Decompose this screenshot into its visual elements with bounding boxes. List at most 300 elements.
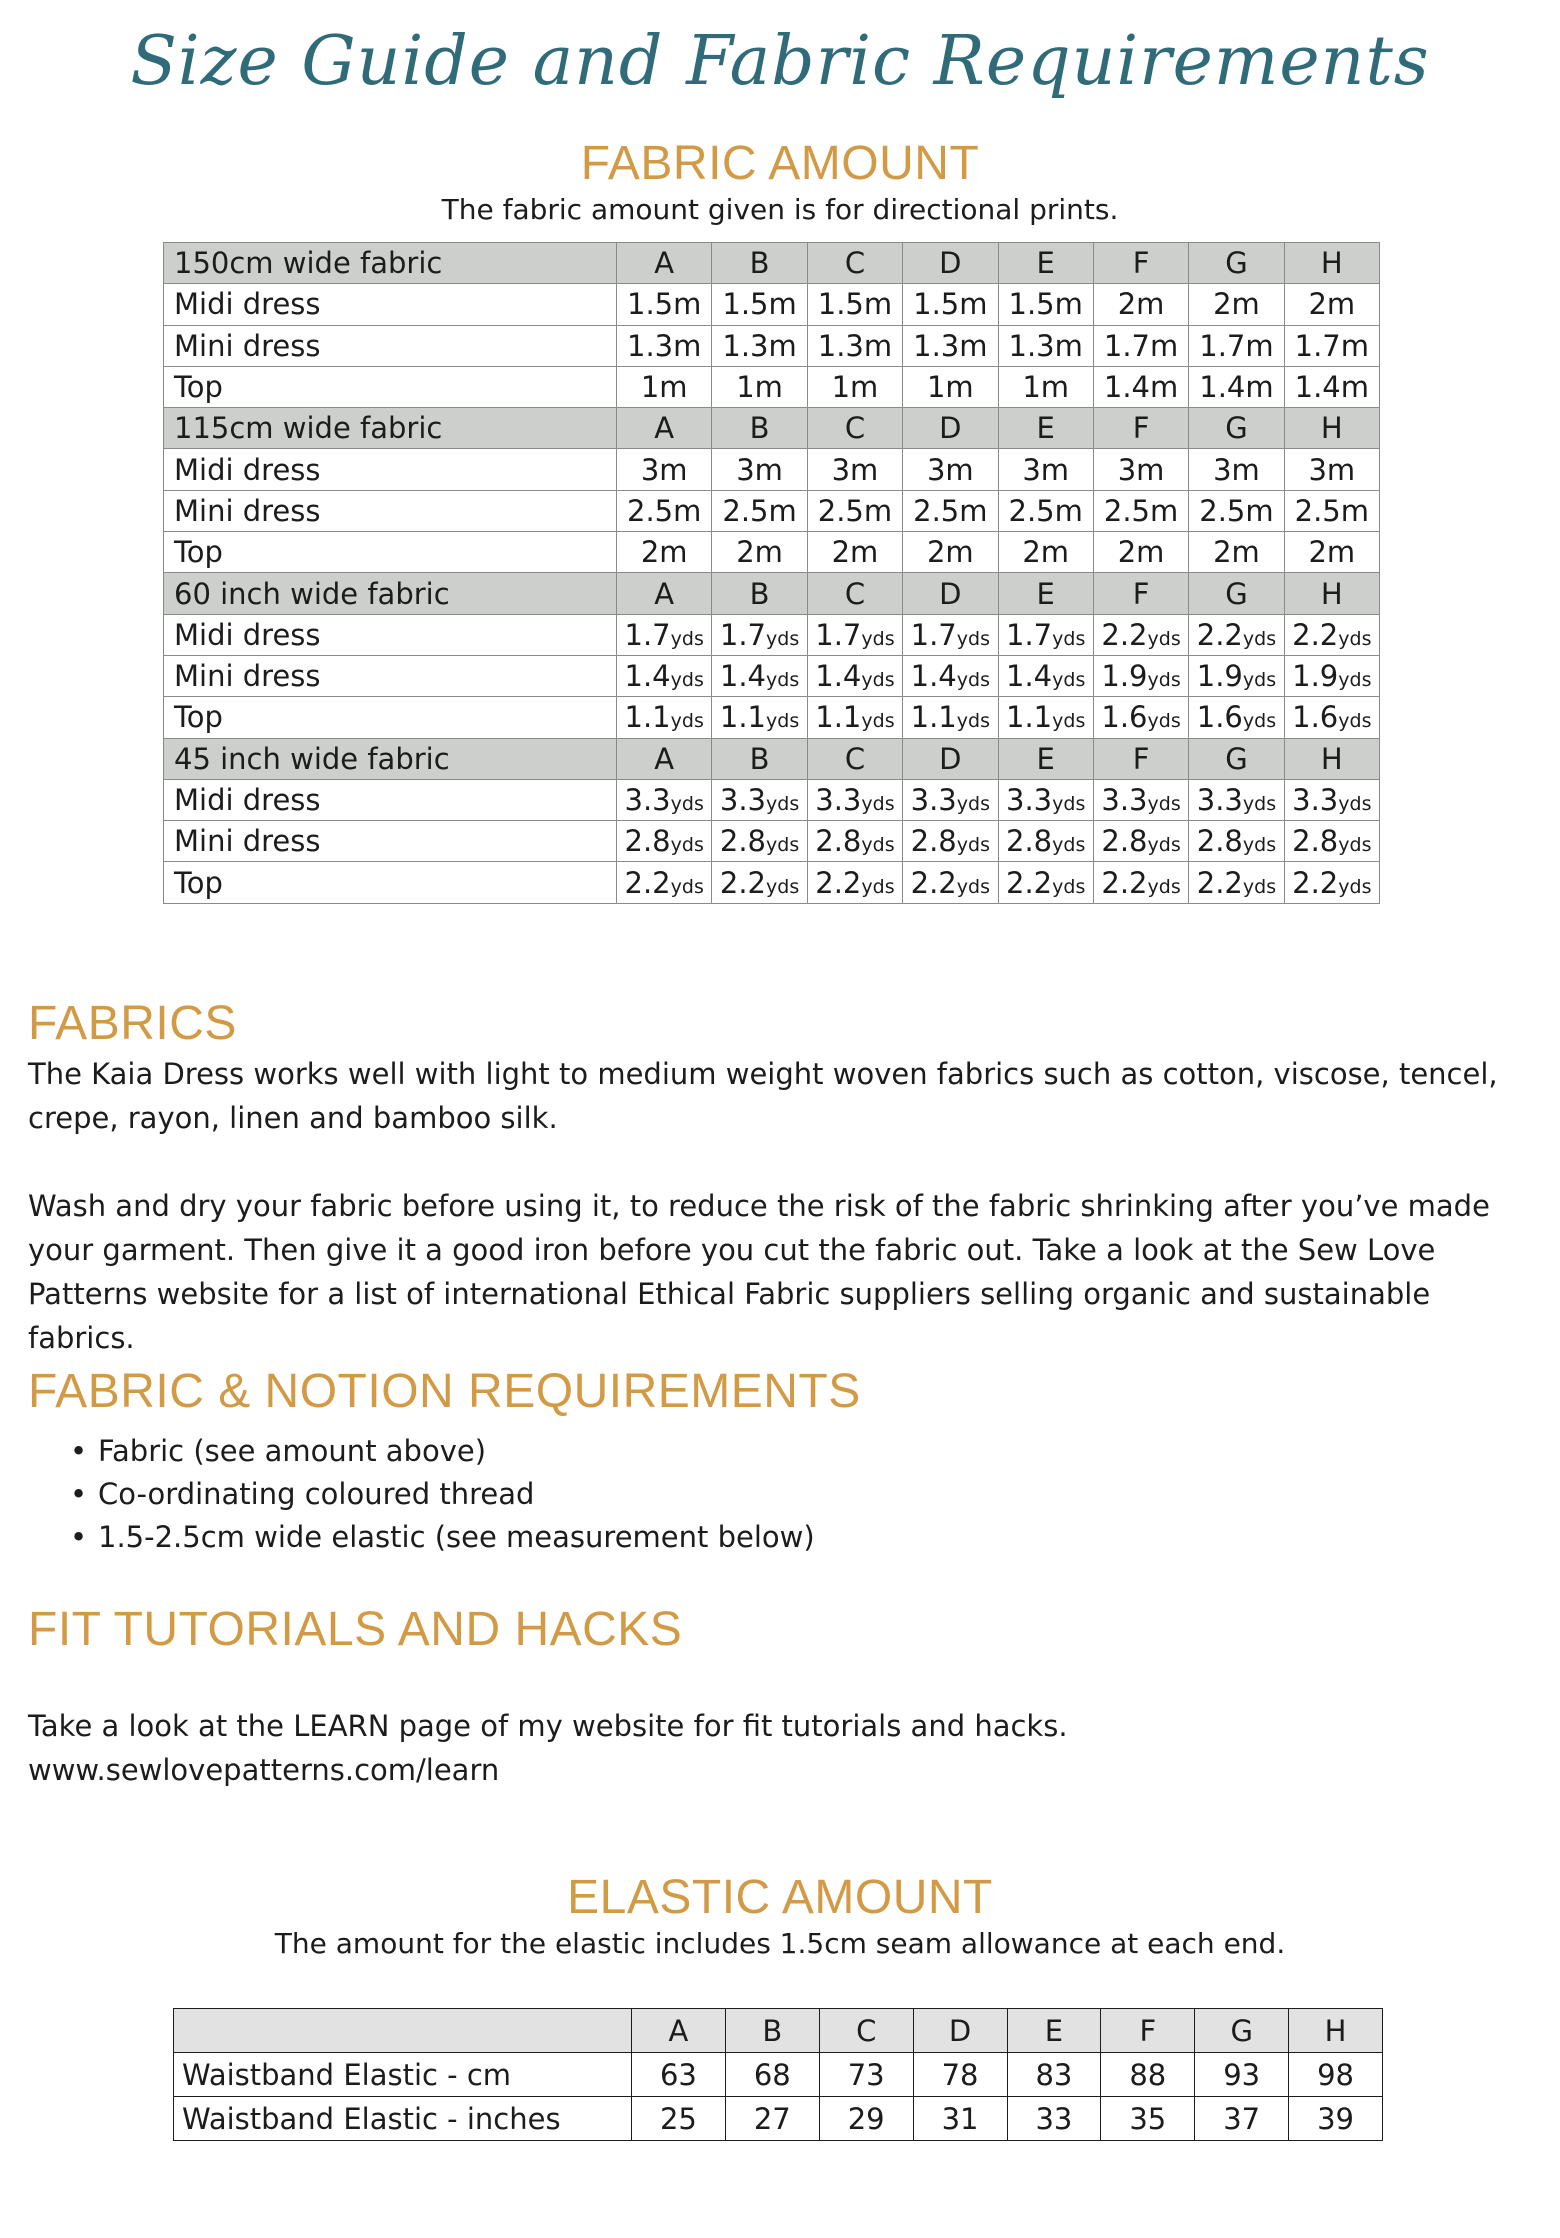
cell-value: 1.4m bbox=[1294, 370, 1369, 405]
table-cell bbox=[617, 532, 712, 573]
cell-value: 1.9 bbox=[1196, 659, 1243, 694]
cell-unit: yds bbox=[766, 669, 800, 692]
cell-value: 1m bbox=[736, 370, 783, 405]
cell-value: 3.3 bbox=[1196, 783, 1243, 817]
table-cell bbox=[903, 862, 998, 903]
cell-value: 2.8 bbox=[1006, 824, 1053, 859]
cell-value: 2.2 bbox=[624, 865, 671, 900]
cell-value: 1.4 bbox=[815, 659, 862, 694]
cell-value: 1.4m bbox=[1103, 370, 1179, 405]
garment-label: Mini dress bbox=[164, 821, 617, 862]
size-header: G bbox=[1189, 408, 1284, 449]
table-cell bbox=[1189, 614, 1284, 655]
cell-value: 1.3m bbox=[722, 328, 797, 363]
table-cell bbox=[998, 490, 1093, 531]
bullet: • bbox=[70, 1434, 88, 1468]
cell-value: 3m bbox=[1022, 452, 1070, 487]
size-header: H bbox=[1284, 408, 1379, 449]
cell-value: 2.5m bbox=[1103, 493, 1179, 528]
table-cell bbox=[1284, 655, 1379, 696]
requirements-heading: FABRIC & NOTION REQUIREMENTS bbox=[28, 1365, 861, 1418]
table-cell bbox=[1284, 862, 1379, 903]
table-cell bbox=[1284, 490, 1379, 531]
garment-label: Mini dress bbox=[164, 655, 617, 696]
size-header: C bbox=[807, 243, 902, 284]
size-header: E bbox=[998, 738, 1093, 779]
cell-value: 2.5m bbox=[1294, 493, 1369, 528]
size-header: F bbox=[1101, 2009, 1195, 2053]
table-cell bbox=[998, 821, 1093, 862]
size-header: H bbox=[1284, 573, 1379, 614]
size-header: F bbox=[1093, 243, 1188, 284]
cell-value: 3.3 bbox=[910, 783, 957, 817]
table-row bbox=[164, 449, 1380, 490]
table-cell bbox=[1189, 532, 1284, 573]
cell-unit: yds bbox=[1338, 875, 1372, 898]
cell-value: 3m bbox=[736, 452, 783, 487]
table-cell bbox=[807, 325, 902, 366]
cell-value: 2m bbox=[1308, 535, 1356, 570]
cell-value: 1.3m bbox=[1008, 328, 1083, 363]
cell-unit: yds bbox=[670, 834, 704, 857]
fabric-width-label: 60 inch wide fabric bbox=[164, 573, 617, 614]
table-cell bbox=[1189, 779, 1284, 820]
size-header: F bbox=[1093, 738, 1188, 779]
table-cell bbox=[712, 862, 807, 903]
table-cell bbox=[1093, 779, 1188, 820]
garment-label: Top bbox=[164, 697, 617, 738]
size-header: A bbox=[617, 408, 712, 449]
table-cell bbox=[1284, 449, 1379, 490]
table-cell bbox=[998, 655, 1093, 696]
table-cell bbox=[903, 490, 998, 531]
cell-value: 1.7 bbox=[815, 617, 862, 652]
cell-unit: yds bbox=[861, 627, 895, 650]
fabric-width-label: 150cm wide fabric bbox=[164, 243, 617, 284]
table-header-row bbox=[174, 2009, 1383, 2053]
cell-unit: yds bbox=[1052, 669, 1086, 692]
cell-value: 1.1 bbox=[624, 700, 671, 735]
cell-unit: yds bbox=[1338, 834, 1372, 857]
table-cell bbox=[712, 821, 807, 862]
table-cell: 35 bbox=[1101, 2097, 1195, 2141]
table-cell bbox=[617, 325, 712, 366]
table-cell bbox=[903, 284, 998, 325]
cell-unit: yds bbox=[1242, 627, 1277, 650]
table-cell bbox=[1189, 490, 1284, 531]
cell-value: 1.7m bbox=[1294, 328, 1369, 363]
cell-unit: yds bbox=[956, 627, 990, 650]
fabrics-paragraph-2: Wash and dry your fabric before using it, to reduce the risk of the fabric shrinking after you’ve made your garment. Then give it a good iron before you cut the fabric out. Take a look at the Sew Love Patterns website for a list of international Ethical Fabric suppliers selling organic and sustainable fabrics. bbox=[28, 1189, 1490, 1355]
cell-value: 1.5m bbox=[627, 287, 702, 322]
cell-unit: yds bbox=[1147, 710, 1181, 733]
table-row bbox=[164, 490, 1380, 531]
bullet: • bbox=[70, 1520, 88, 1554]
table-cell bbox=[1093, 284, 1188, 325]
cell-unit: yds bbox=[956, 875, 990, 898]
garment-label: Mini dress bbox=[164, 325, 617, 366]
table-cell bbox=[1093, 366, 1188, 407]
size-header: D bbox=[903, 408, 998, 449]
cell-value: 1.1 bbox=[910, 700, 957, 735]
cell-unit: yds bbox=[766, 834, 800, 857]
table-cell bbox=[1093, 655, 1188, 696]
table-row bbox=[164, 862, 1380, 903]
table-cell bbox=[1189, 862, 1284, 903]
cell-unit: yds bbox=[1147, 627, 1181, 650]
cell-value: 1.9 bbox=[1101, 659, 1148, 694]
fit-heading: FIT TUTORIALS AND HACKS bbox=[28, 1603, 683, 1656]
size-header: E bbox=[1007, 2009, 1101, 2053]
cell-unit: yds bbox=[1338, 669, 1372, 692]
table-cell: 37 bbox=[1195, 2097, 1289, 2141]
fabrics-text bbox=[28, 1052, 1528, 1360]
cell-value: 3m bbox=[1117, 452, 1165, 487]
size-header: G bbox=[1189, 738, 1284, 779]
cell-value: 1.1 bbox=[815, 700, 862, 735]
cell-unit: yds bbox=[670, 875, 704, 898]
cell-value: 2.2 bbox=[1006, 865, 1053, 900]
garment-label: Midi dress bbox=[164, 449, 617, 490]
size-header: E bbox=[998, 573, 1093, 614]
table-cell bbox=[1189, 449, 1284, 490]
table-cell bbox=[998, 325, 1093, 366]
cell-value: 1m bbox=[640, 370, 688, 405]
table-cell bbox=[1284, 697, 1379, 738]
cell-value: 2.8 bbox=[1101, 824, 1148, 859]
cell-value: 2.8 bbox=[1196, 824, 1243, 859]
cell-value: 1.1 bbox=[719, 700, 767, 735]
cell-value: 3m bbox=[1308, 452, 1356, 487]
table-cell bbox=[1093, 697, 1188, 738]
table-row bbox=[164, 532, 1380, 573]
table-cell: 78 bbox=[913, 2053, 1007, 2097]
table-cell bbox=[712, 449, 807, 490]
table-cell bbox=[998, 449, 1093, 490]
fabrics-paragraph-1: The Kaia Dress works well with light to medium weight woven fabrics such as cotton, viscose, tencel, crepe, rayon, linen and bamboo silk. bbox=[28, 1057, 1498, 1135]
elastic-amount-heading: ELASTIC AMOUNT bbox=[567, 1871, 993, 1924]
fit-link[interactable]: www.sewlovepatterns.com/learn bbox=[28, 1753, 500, 1787]
table-cell: 63 bbox=[632, 2053, 726, 2097]
cell-unit: yds bbox=[1147, 793, 1181, 815]
cell-unit: yds bbox=[1147, 875, 1181, 898]
size-header: G bbox=[1189, 243, 1284, 284]
table-cell bbox=[712, 655, 807, 696]
list-item: • Co-ordinating coloured thread bbox=[70, 1473, 815, 1516]
table-cell bbox=[807, 614, 902, 655]
size-header: B bbox=[712, 243, 807, 284]
table-cell bbox=[712, 532, 807, 573]
cell-value: 2.5m bbox=[1008, 493, 1083, 528]
table-cell bbox=[617, 862, 712, 903]
table-row bbox=[164, 284, 1380, 325]
cell-unit: yds bbox=[1052, 627, 1086, 650]
cell-unit: yds bbox=[1338, 793, 1372, 815]
cell-unit: yds bbox=[670, 669, 704, 692]
cell-value: 1.5m bbox=[1008, 287, 1083, 322]
table-cell bbox=[1189, 655, 1284, 696]
cell-value: 2m bbox=[831, 535, 879, 570]
table-cell bbox=[1093, 862, 1188, 903]
cell-unit: yds bbox=[766, 710, 800, 733]
table-cell bbox=[617, 490, 712, 531]
table-cell bbox=[998, 614, 1093, 655]
table-cell bbox=[903, 614, 998, 655]
cell-value: 2m bbox=[926, 535, 974, 570]
cell-unit: yds bbox=[1052, 710, 1086, 733]
cell-unit: yds bbox=[861, 875, 895, 898]
table-cell bbox=[807, 284, 902, 325]
table-cell: 68 bbox=[725, 2053, 819, 2097]
cell-unit: yds bbox=[1242, 710, 1277, 733]
table-cell bbox=[998, 862, 1093, 903]
cell-value: 1.7 bbox=[719, 617, 767, 652]
elastic-amount-table bbox=[173, 2008, 1383, 2141]
table-cell bbox=[1284, 779, 1379, 820]
size-header: A bbox=[632, 2009, 726, 2053]
garment-label: Top bbox=[164, 366, 617, 407]
empty-header-cell bbox=[174, 2009, 632, 2053]
size-header: D bbox=[903, 573, 998, 614]
cell-value: 1.5m bbox=[817, 287, 893, 322]
size-header: H bbox=[1289, 2009, 1383, 2053]
size-header: B bbox=[712, 408, 807, 449]
table-cell bbox=[807, 490, 902, 531]
fabric-amount-note: The fabric amount given is for directional prints. bbox=[441, 193, 1119, 226]
fabric-width-label: 45 inch wide fabric bbox=[164, 738, 617, 779]
fabric-amount-heading: FABRIC AMOUNT bbox=[580, 137, 980, 190]
cell-value: 1.7 bbox=[1006, 617, 1053, 652]
cell-unit: yds bbox=[861, 793, 895, 815]
cell-value: 1.4 bbox=[719, 659, 767, 694]
table-cell bbox=[712, 697, 807, 738]
table-cell bbox=[998, 284, 1093, 325]
cell-value: 2m bbox=[640, 535, 688, 570]
cell-unit: yds bbox=[766, 875, 800, 898]
size-header: D bbox=[903, 738, 998, 779]
table-cell bbox=[807, 532, 902, 573]
table-cell bbox=[712, 614, 807, 655]
cell-unit: yds bbox=[956, 669, 990, 692]
cell-value: 3.3 bbox=[815, 783, 862, 817]
cell-value: 1.5m bbox=[722, 287, 797, 322]
table-cell bbox=[617, 284, 712, 325]
cell-value: 1.6 bbox=[1101, 700, 1148, 735]
table-cell: 73 bbox=[819, 2053, 913, 2097]
cell-value: 1m bbox=[831, 370, 879, 405]
table-cell bbox=[712, 325, 807, 366]
cell-unit: yds bbox=[670, 793, 704, 815]
cell-value: 2.2 bbox=[1196, 617, 1243, 652]
cell-value: 1.7m bbox=[1199, 328, 1274, 363]
table-cell bbox=[807, 655, 902, 696]
cell-value: 2.8 bbox=[719, 824, 767, 859]
cell-unit: yds bbox=[1147, 834, 1181, 857]
table-header-row bbox=[164, 738, 1380, 779]
table-cell bbox=[903, 449, 998, 490]
cell-value: 1.4 bbox=[1006, 659, 1053, 694]
fit-description: Take a look at the LEARN page of my website for fit tutorials and hacks. bbox=[28, 1709, 1068, 1743]
cell-value: 3.3 bbox=[624, 783, 671, 817]
table-row bbox=[164, 779, 1380, 820]
cell-value: 2m bbox=[1213, 535, 1260, 570]
cell-value: 1.3m bbox=[913, 328, 988, 363]
table-cell bbox=[617, 697, 712, 738]
cell-value: 2.2 bbox=[1101, 865, 1148, 900]
cell-unit: yds bbox=[1242, 834, 1277, 857]
cell-value: 3m bbox=[831, 452, 879, 487]
size-header: A bbox=[617, 738, 712, 779]
cell-unit: yds bbox=[1052, 834, 1086, 857]
cell-value: 1.4 bbox=[910, 659, 957, 694]
cell-value: 1.6 bbox=[1196, 700, 1243, 735]
cell-value: 2m bbox=[1213, 287, 1260, 322]
cell-value: 2.8 bbox=[1292, 824, 1339, 859]
table-cell bbox=[903, 655, 998, 696]
cell-unit: yds bbox=[1338, 710, 1372, 733]
size-header: F bbox=[1093, 573, 1188, 614]
cell-value: 1.7 bbox=[624, 617, 671, 652]
table-cell bbox=[807, 449, 902, 490]
cell-value: 2.2 bbox=[910, 865, 957, 900]
table-row bbox=[164, 325, 1380, 366]
table-row bbox=[164, 614, 1380, 655]
cell-value: 2.5m bbox=[722, 493, 797, 528]
size-header: G bbox=[1195, 2009, 1289, 2053]
table-cell: 33 bbox=[1007, 2097, 1101, 2141]
table-cell: 88 bbox=[1101, 2053, 1195, 2097]
table-cell bbox=[903, 697, 998, 738]
size-header: C bbox=[807, 738, 902, 779]
size-header: H bbox=[1284, 738, 1379, 779]
elastic-row-label: Waistband Elastic - inches bbox=[174, 2097, 632, 2141]
table-cell bbox=[903, 821, 998, 862]
size-header: B bbox=[725, 2009, 819, 2053]
cell-value: 3m bbox=[640, 452, 688, 487]
table-cell bbox=[1093, 532, 1188, 573]
table-row bbox=[164, 697, 1380, 738]
cell-value: 2.8 bbox=[624, 824, 671, 859]
cell-unit: yds bbox=[1242, 669, 1277, 692]
table-cell bbox=[617, 614, 712, 655]
table-cell: 29 bbox=[819, 2097, 913, 2141]
cell-value: 3.3 bbox=[719, 783, 767, 817]
table-cell bbox=[1284, 284, 1379, 325]
table-cell bbox=[998, 697, 1093, 738]
table-cell bbox=[1189, 821, 1284, 862]
table-cell bbox=[1284, 532, 1379, 573]
table-cell bbox=[617, 449, 712, 490]
table-cell bbox=[1189, 325, 1284, 366]
cell-unit: yds bbox=[670, 627, 704, 650]
table-cell bbox=[807, 697, 902, 738]
cell-value: 2.5m bbox=[817, 493, 893, 528]
cell-value: 2m bbox=[1117, 535, 1165, 570]
table-row bbox=[164, 655, 1380, 696]
table-cell bbox=[712, 366, 807, 407]
table-row bbox=[164, 821, 1380, 862]
cell-unit: yds bbox=[861, 710, 895, 733]
cell-value: 2.2 bbox=[1292, 865, 1339, 900]
cell-unit: yds bbox=[1052, 793, 1086, 815]
table-cell: 98 bbox=[1289, 2053, 1383, 2097]
cell-unit: yds bbox=[861, 669, 895, 692]
cell-value: 2m bbox=[1308, 287, 1356, 322]
fabrics-heading: FABRICS bbox=[28, 997, 237, 1050]
size-header: B bbox=[712, 738, 807, 779]
table-cell bbox=[998, 366, 1093, 407]
table-cell bbox=[617, 779, 712, 820]
cell-unit: yds bbox=[1242, 793, 1277, 815]
cell-unit: yds bbox=[1147, 669, 1181, 692]
size-header: C bbox=[807, 408, 902, 449]
cell-unit: yds bbox=[670, 710, 704, 733]
cell-unit: yds bbox=[956, 793, 990, 815]
list-item: • Fabric (see amount above) bbox=[70, 1430, 815, 1473]
elastic-amount-note: The amount for the elastic includes 1.5cm seam allowance at each end. bbox=[274, 1927, 1286, 1960]
table-cell bbox=[998, 532, 1093, 573]
cell-value: 2.5m bbox=[627, 493, 702, 528]
cell-value: 1.5m bbox=[913, 287, 988, 322]
cell-unit: yds bbox=[766, 627, 800, 650]
table-cell bbox=[1189, 697, 1284, 738]
cell-unit: yds bbox=[861, 834, 895, 857]
table-cell bbox=[1284, 325, 1379, 366]
cell-value: 3m bbox=[1213, 452, 1260, 487]
cell-value: 1.7 bbox=[910, 617, 957, 652]
cell-value: 1m bbox=[1022, 370, 1070, 405]
table-cell bbox=[1093, 325, 1188, 366]
cell-unit: yds bbox=[766, 793, 800, 815]
garment-label: Midi dress bbox=[164, 614, 617, 655]
cell-value: 3m bbox=[926, 452, 974, 487]
table-cell bbox=[1093, 490, 1188, 531]
cell-value: 1.7m bbox=[1103, 328, 1179, 363]
table-cell bbox=[1093, 449, 1188, 490]
size-header: E bbox=[998, 243, 1093, 284]
requirements-list bbox=[70, 1430, 815, 1559]
table-header-row bbox=[164, 243, 1380, 284]
table-cell bbox=[807, 862, 902, 903]
cell-value: 3.3 bbox=[1006, 783, 1053, 817]
cell-value: 2.5m bbox=[1199, 493, 1274, 528]
table-cell bbox=[617, 821, 712, 862]
table-cell bbox=[712, 284, 807, 325]
fabric-amount-table bbox=[163, 242, 1380, 904]
cell-value: 2m bbox=[736, 535, 783, 570]
table-cell: 31 bbox=[913, 2097, 1007, 2141]
size-header: E bbox=[998, 408, 1093, 449]
table-cell bbox=[1284, 614, 1379, 655]
table-cell bbox=[1189, 284, 1284, 325]
cell-value: 1.4m bbox=[1199, 370, 1274, 405]
table-cell: 93 bbox=[1195, 2053, 1289, 2097]
table-cell bbox=[617, 366, 712, 407]
table-cell bbox=[1284, 366, 1379, 407]
table-cell bbox=[903, 532, 998, 573]
cell-value: 2.2 bbox=[1101, 617, 1148, 652]
table-row bbox=[174, 2053, 1383, 2097]
size-header: D bbox=[913, 2009, 1007, 2053]
size-header: A bbox=[617, 243, 712, 284]
table-cell bbox=[903, 325, 998, 366]
cell-value: 3.3 bbox=[1292, 783, 1339, 817]
cell-value: 2.8 bbox=[815, 824, 862, 859]
cell-value: 2.5m bbox=[913, 493, 988, 528]
table-cell bbox=[998, 779, 1093, 820]
garment-label: Midi dress bbox=[164, 284, 617, 325]
table-cell bbox=[1093, 821, 1188, 862]
